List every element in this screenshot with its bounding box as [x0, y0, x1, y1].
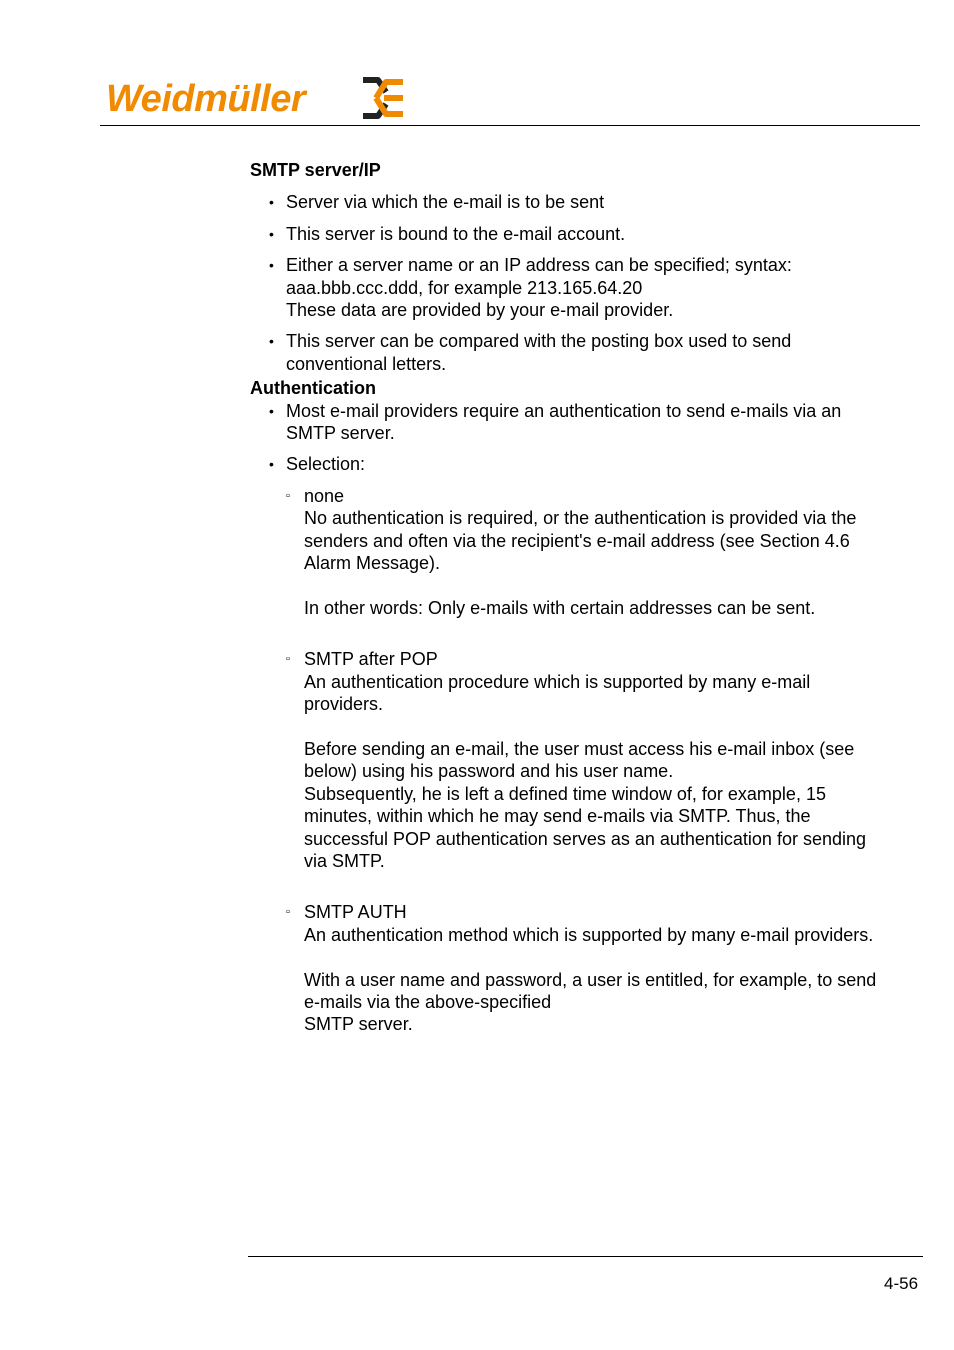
square-bullet-icon: ▫: [286, 653, 290, 666]
page-number: 4-56: [884, 1274, 919, 1293]
list-item: • Selection:: [250, 453, 890, 475]
square-bullet-icon: ▫: [286, 489, 290, 502]
footer-rule: [248, 1256, 923, 1257]
list-item: • This server is bound to the e-mail account.: [250, 223, 890, 245]
section-heading-smtp: SMTP server/IP: [250, 160, 381, 180]
option-paragraph: No authentication is required, or the authentication is provided via the senders and often via the recipient's e-mail address (see Section 4.6 Alarm Message).: [304, 508, 857, 574]
auth-bullet-list: [250, 400, 890, 476]
auth-option-list: [250, 485, 890, 1036]
weidmuller-cross-icon: [360, 76, 406, 120]
option-paragraph: An authentication procedure which is supported by many e-mail providers.: [304, 671, 811, 715]
square-bullet-icon: ▫: [286, 906, 290, 919]
option-title: SMTP after POP: [304, 649, 438, 670]
smtp-bullet-list: [250, 191, 890, 375]
list-item: • Most e-mail providers require an authentication to send e-mails via an SMTP server.: [250, 400, 890, 445]
option-paragraph: An authentication method which is supported by many e-mail providers.: [304, 924, 874, 945]
list-item: • This server can be compared with the posting box used to send conventional letters.: [250, 330, 890, 375]
option-paragraph: In other words: Only e-mails with certain addresses can be sent.: [304, 597, 816, 618]
document-body: [250, 159, 890, 1036]
auth-option-smtp-after-pop: [250, 648, 890, 872]
auth-option-none: [250, 485, 890, 619]
auth-option-smtp-auth: [250, 901, 890, 1035]
brand-name: Weidmüller: [106, 78, 306, 120]
option-paragraph: With a user name and password, a user is entitled, for example, to send e-mails via the above-specified: [304, 969, 877, 1012]
option-paragraph: Before sending an e-mail, the user must access his e-mail inbox (see below) using his password and his user name.: [304, 738, 855, 782]
option-title: SMTP AUTH: [304, 902, 407, 923]
option-paragraph: SMTP server.: [304, 1014, 413, 1035]
list-item: • Either a server name or an IP address can be specified; syntax: aaa.bbb.ccc.ddd, for example 213.165.64.20 These data are provided by your e-mail provider.: [250, 254, 890, 321]
section-heading-authentication: Authentication: [250, 378, 376, 399]
header-rule: [100, 125, 920, 126]
option-paragraph: Subsequently, he is left a defined time window of, for example, 15 minutes, within which he may send e-mails via SMTP. Thus, the successful POP authentication serves as an authentication for sending via SMTP.: [304, 783, 867, 871]
option-title: none: [304, 485, 345, 506]
list-item: • Server via which the e-mail is to be sent: [250, 191, 890, 213]
